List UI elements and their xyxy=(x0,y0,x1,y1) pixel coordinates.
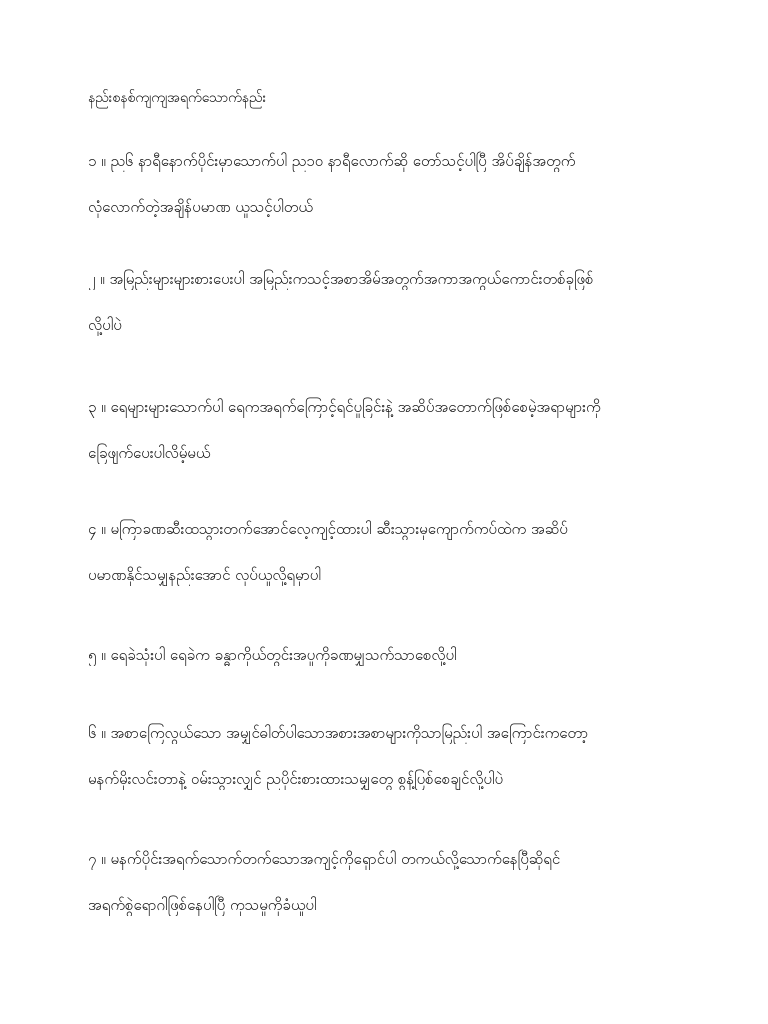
tip-text-line: လို့ပါပဲ xyxy=(88,316,122,334)
document-title: နည်းစနစ်ကျကျအရက်သောက်နည်း xyxy=(88,90,267,106)
tip-text-line: ၅ ။ ရေခဲသုံးပါ ရေခဲက ခန္ဓာကိုယ်တွင်းအပူကိုခဏမျှသက်သာစေလို့ပါ xyxy=(88,646,457,664)
tip-item xyxy=(88,518,688,586)
tip-text-line: ၃ ။ ရေများများသောက်ပါ ရေကအရက်ကြောင့်ရင်ပူခြင်းနဲ့ အဆိပ်အတောက်ဖြစ်စေမဲ့အရာများကို xyxy=(88,398,601,416)
tip-text-line: ခြေဖျက်ပေးပါလိမ့်မယ် xyxy=(88,444,211,462)
tip-item xyxy=(88,396,688,464)
tip-text-line: ၆ ။ အစာကြေလွယ်သော အမျှင်ဓါတ်ပါသောအစားအစာများကိုသာမြည်းပါ အကြောင်းကတော့ xyxy=(88,724,589,742)
tip-text-line: လုံလောက်တဲ့အချိန်ပမာဏ ယူသင့်ပါတယ် xyxy=(88,198,313,216)
tip-item xyxy=(88,644,688,666)
tip-text-line: ၇ ။ မနက်ပိုင်းအရက်သောက်တက်သောအကျင့်ကိုရှောင်ပါ တကယ်လို့သောက်နေပြီဆိုရင် xyxy=(88,850,561,868)
tip-item xyxy=(88,150,688,218)
tip-text-line: ၄ ။ မကြာခဏဆီးထသွားတက်အောင်လေ့ကျင့်ထားပါ ဆီးသွားမှကျောက်ကပ်ထဲက အဆိပ် xyxy=(88,520,568,538)
tip-item xyxy=(88,268,688,336)
tip-text-line: ၂ ။ အမြည်းများများစားပေးပါ အမြည်းကသင့်အစာအိမ်အတွက်အကာအကွယ်ကောင်းတစ်ခုဖြစ် xyxy=(88,270,594,288)
tip-text-line: ၁ ။ ည၆ နာရီနောက်ပိုင်းမှာသောက်ပါ ည၁၀ နာရီလောက်ဆို တော်သင့်ပါပြီ အိပ်ချိန်အတွက် xyxy=(88,152,576,170)
tip-text-line: ပမာဏနိုင်သမျှနည်းအောင် လုပ်ယူလို့ရမှာပါ xyxy=(88,566,321,584)
tip-item xyxy=(88,848,688,916)
tip-text-line: အရက်စွဲရောဂါဖြစ်နေပါပြီ ကုသမှုကိုခံယူပါ xyxy=(88,896,317,914)
tip-text-line: မနက်မိုးလင်းတာနဲ့ ဝမ်းသွားလျှင် ညပိုင်းစားထားသမျှတွေ စွန့်ပြစ်စေချင်လို့ပါပဲ xyxy=(88,770,504,788)
tip-item xyxy=(88,722,688,790)
